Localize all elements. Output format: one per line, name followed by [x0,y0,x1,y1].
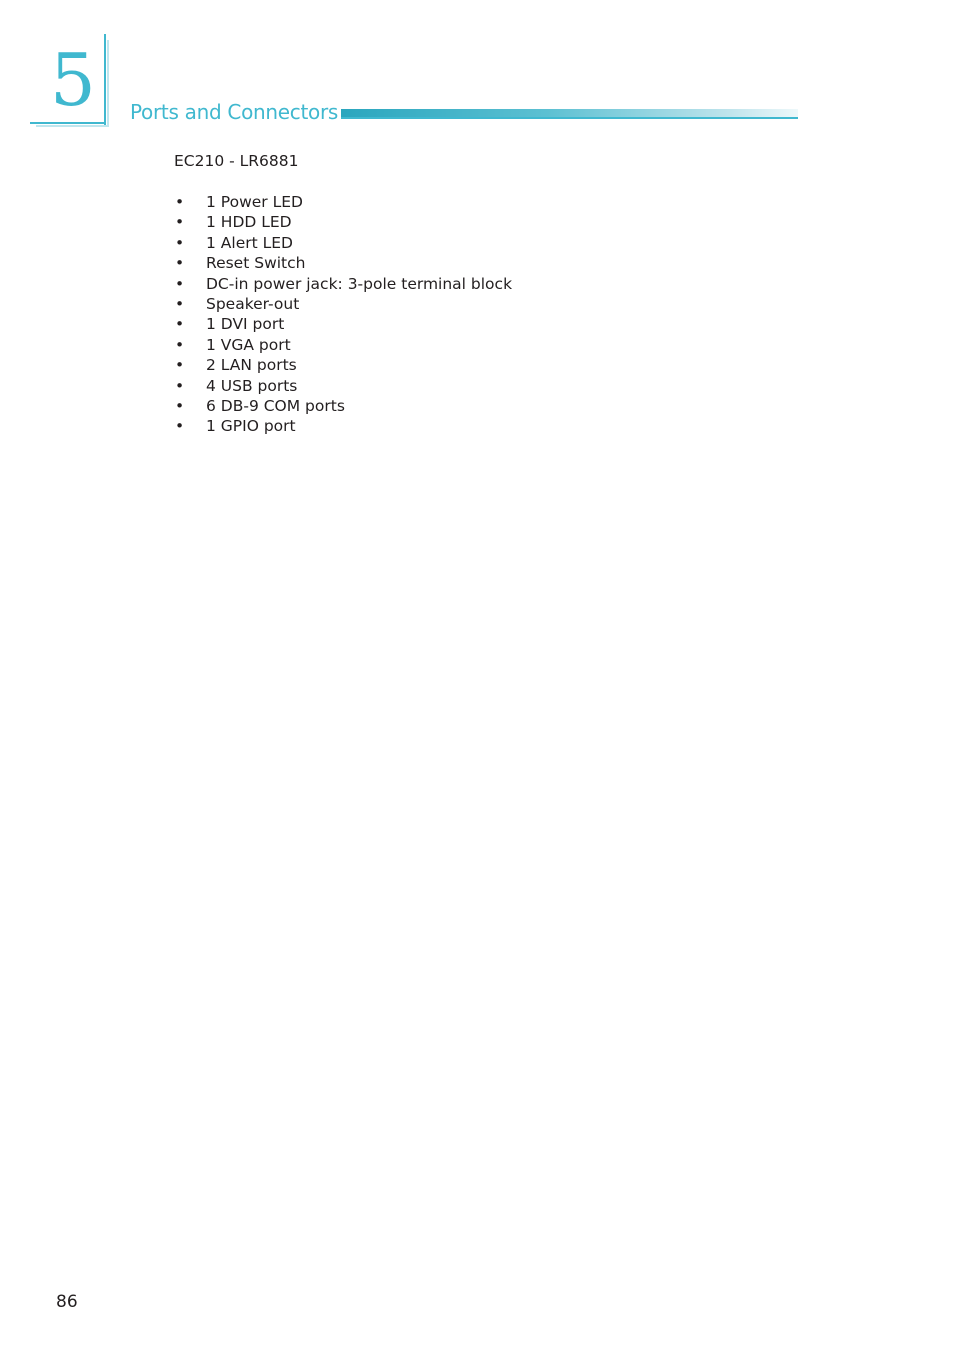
chapter-number: 5 [50,38,96,122]
list-item-text: DC-in power jack: 3-pole terminal block [206,274,513,293]
feature-list [174,192,512,437]
bullet: • [175,193,185,211]
list-item-text: 4 USB ports [206,376,298,395]
list-item-text: 1 Alert LED [206,233,293,252]
list-item [174,416,512,436]
list-item [174,274,512,294]
list-item [174,233,512,253]
list-item-text: 2 LAN ports [206,356,297,375]
list-item [174,355,512,375]
chapter-title-gradient-bar [341,109,798,117]
list-item-text: 1 DVI port [206,315,285,334]
chapter-box-horizontal-rule [30,122,106,124]
bullet: • [175,396,185,415]
list-item-text: Reset Switch [206,254,306,273]
list-item-text: 6 DB-9 COM ports [206,396,345,415]
bullet: • [175,335,185,354]
chapter-box-shadow-vertical [107,40,109,126]
bullet: • [175,294,185,313]
model-label: EC210 - LR6881 [174,152,299,170]
list-item [174,212,512,232]
bullet: • [175,233,185,252]
list-item [174,335,512,355]
bullet: • [175,356,185,375]
list-item [174,294,512,314]
chapter-box-shadow-horizontal [36,125,109,127]
bullet: • [175,315,185,334]
page-number: 86 [56,1292,78,1312]
list-item-text: 1 HDD LED [206,213,292,232]
bullet: • [175,417,185,436]
bullet: • [175,213,185,232]
list-item [174,253,512,273]
bullet: • [175,274,185,293]
list-item-text: 1 GPIO port [206,417,296,436]
list-item [174,192,512,212]
chapter-number-box [30,34,108,126]
chapter-title-underline [341,117,798,119]
chapter-box-vertical-rule [104,34,106,126]
list-item [174,396,512,416]
list-item-text: Speaker-out [206,294,300,313]
chapter-title: Ports and Connectors [130,100,338,124]
list-item [174,376,512,396]
bullet: • [175,254,185,273]
list-item [174,314,512,334]
list-item-text: 1 VGA port [206,335,291,354]
bullet: • [175,376,185,395]
list-item-text: 1 Power LED [206,193,303,211]
